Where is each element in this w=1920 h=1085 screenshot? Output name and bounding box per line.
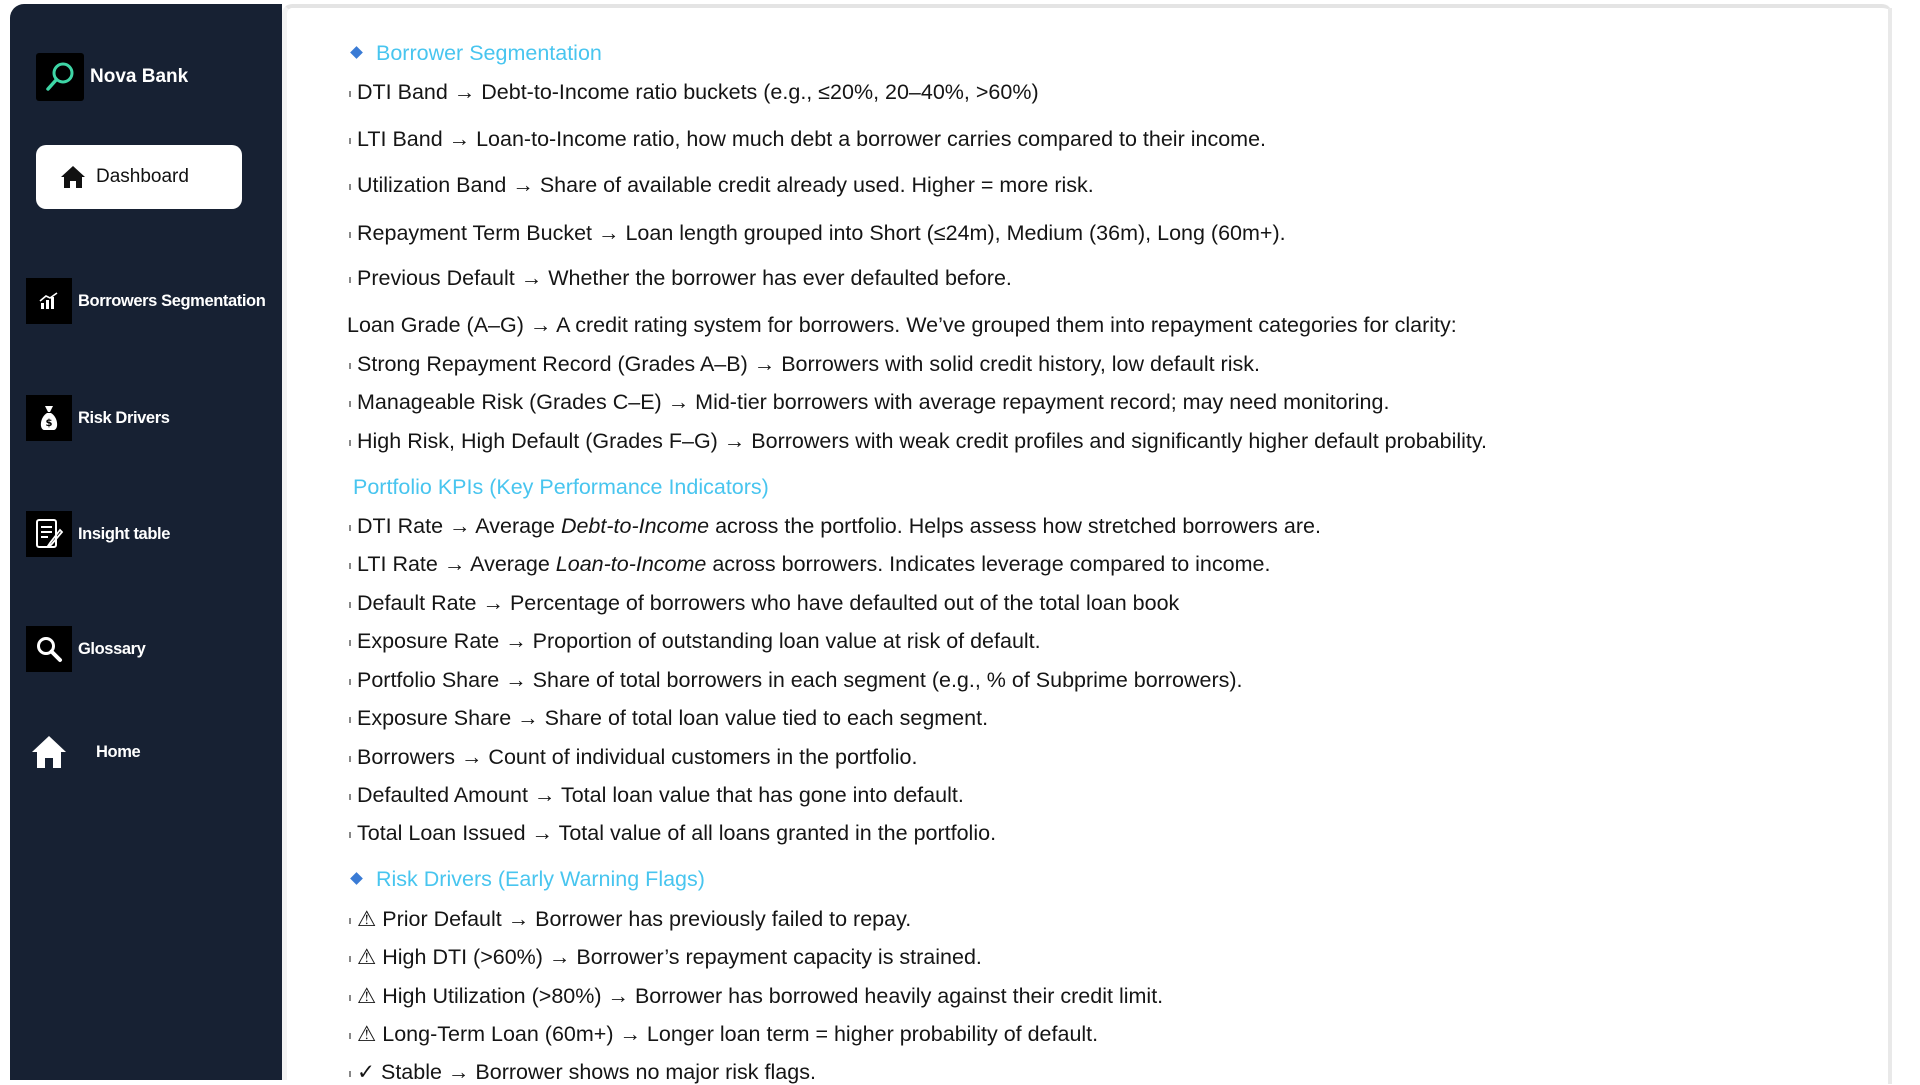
sidebar-item-label: Borrowers Segmentation <box>78 291 266 310</box>
list-item: High Risk, High Default (Grades F–G) → Borrowers with weak credit profiles and significantly higher default probability. <box>357 429 1487 454</box>
list-item: Previous Default → Whether the borrower has ever defaulted before. <box>357 266 1012 291</box>
loan-grade-intro: Loan Grade (A–G) → A credit rating system for borrowers. We’ve grouped them into repayment categories for clarity: <box>347 313 1457 337</box>
sidebar-item-glossary[interactable] <box>26 625 145 673</box>
brand <box>36 52 188 102</box>
svg-text:$: $ <box>45 418 53 429</box>
sidebar-item-risk-drivers[interactable] <box>26 394 170 442</box>
diamond-bullet-icon <box>350 872 363 885</box>
list-item: Total Loan Issued → Total value of all loans granted in the portfolio. <box>357 821 996 846</box>
sidebar-item-home[interactable] <box>26 728 140 776</box>
dashboard-button[interactable] <box>36 145 242 209</box>
diamond-bullet-icon <box>350 46 363 59</box>
sidebar-item-insight-table[interactable] <box>26 510 170 558</box>
home-icon <box>26 729 72 775</box>
money-bag-icon <box>26 395 72 441</box>
brand-name: Nova Bank <box>90 66 189 87</box>
list-item: LTI Rate → Average Loan-to-Income across borrowers. Indicates leverage compared to income. <box>357 552 1270 577</box>
list-item: ⚠ Long-Term Loan (60m+) → Longer loan term = higher probability of default. <box>357 1022 1098 1047</box>
scrollbar[interactable] <box>1888 8 1892 1084</box>
home-icon <box>60 165 86 189</box>
brand-logo <box>36 53 84 101</box>
sidebar-item-label: Glossary <box>78 639 146 658</box>
list-item: Manageable Risk (Grades C–E) → Mid-tier borrowers with average repayment record; may need monitoring. <box>357 390 1389 415</box>
sidebar-item-label: Home <box>96 742 141 761</box>
list-item: Utilization Band → Share of available credit already used. Higher = more risk. <box>357 173 1094 198</box>
search-icon <box>26 626 72 672</box>
list-item: ⚠ High DTI (>60%) → Borrower’s repayment capacity is strained. <box>357 945 982 970</box>
kpis-heading: Portfolio KPIs (Key Performance Indicators) <box>353 475 769 499</box>
dashboard-label: Dashboard <box>96 166 189 187</box>
sidebar-item-label: Risk Drivers <box>78 408 170 427</box>
list-item: Exposure Share → Share of total loan value tied to each segment. <box>357 706 988 731</box>
list-item: Repayment Term Bucket → Loan length grouped into Short (≤24m), Medium (36m), Long (60m+). <box>357 221 1286 246</box>
search-icon <box>43 60 77 94</box>
bar-chart-icon <box>26 278 72 324</box>
list-item: DTI Band → Debt-to-Income ratio buckets (e.g., ≤20%, 20–40%, >60%) <box>357 80 1039 105</box>
sidebar-item-label: Insight table <box>78 524 170 543</box>
list-item: DTI Rate → Average Debt-to-Income across the portfolio. Helps assess how stretched borrowers are. <box>357 514 1321 539</box>
list-item: ⚠ High Utilization (>80%) → Borrower has borrowed heavily against their credit limit. <box>357 984 1163 1009</box>
list-item: Defaulted Amount → Total loan value that has gone into default. <box>357 783 964 808</box>
list-item: Portfolio Share → Share of total borrowers in each segment (e.g., % of Subprime borrowers). <box>357 668 1243 693</box>
list-item: Exposure Rate → Proportion of outstanding loan value at risk of default. <box>357 629 1041 654</box>
risk-drivers-heading: Risk Drivers (Early Warning Flags) <box>352 867 705 892</box>
list-item: ⚠ Prior Default → Borrower has previously failed to repay. <box>357 907 911 932</box>
list-item: ✓ Stable → Borrower shows no major risk flags. <box>357 1060 816 1085</box>
document-icon <box>26 511 72 557</box>
glossary-panel <box>282 4 1892 1084</box>
list-item: Strong Repayment Record (Grades A–B) → Borrowers with solid credit history, low default risk. <box>357 352 1260 377</box>
sidebar-item-borrowers-segmentation[interactable] <box>26 277 265 325</box>
list-item: Borrowers → Count of individual customers in the portfolio. <box>357 745 917 770</box>
sidebar <box>10 4 282 1080</box>
list-item: Default Rate → Percentage of borrowers who have defaulted out of the total loan book <box>357 591 1179 616</box>
list-item: LTI Band → Loan-to-Income ratio, how much debt a borrower carries compared to their income. <box>357 127 1266 152</box>
segmentation-heading: Borrower Segmentation <box>352 41 602 66</box>
